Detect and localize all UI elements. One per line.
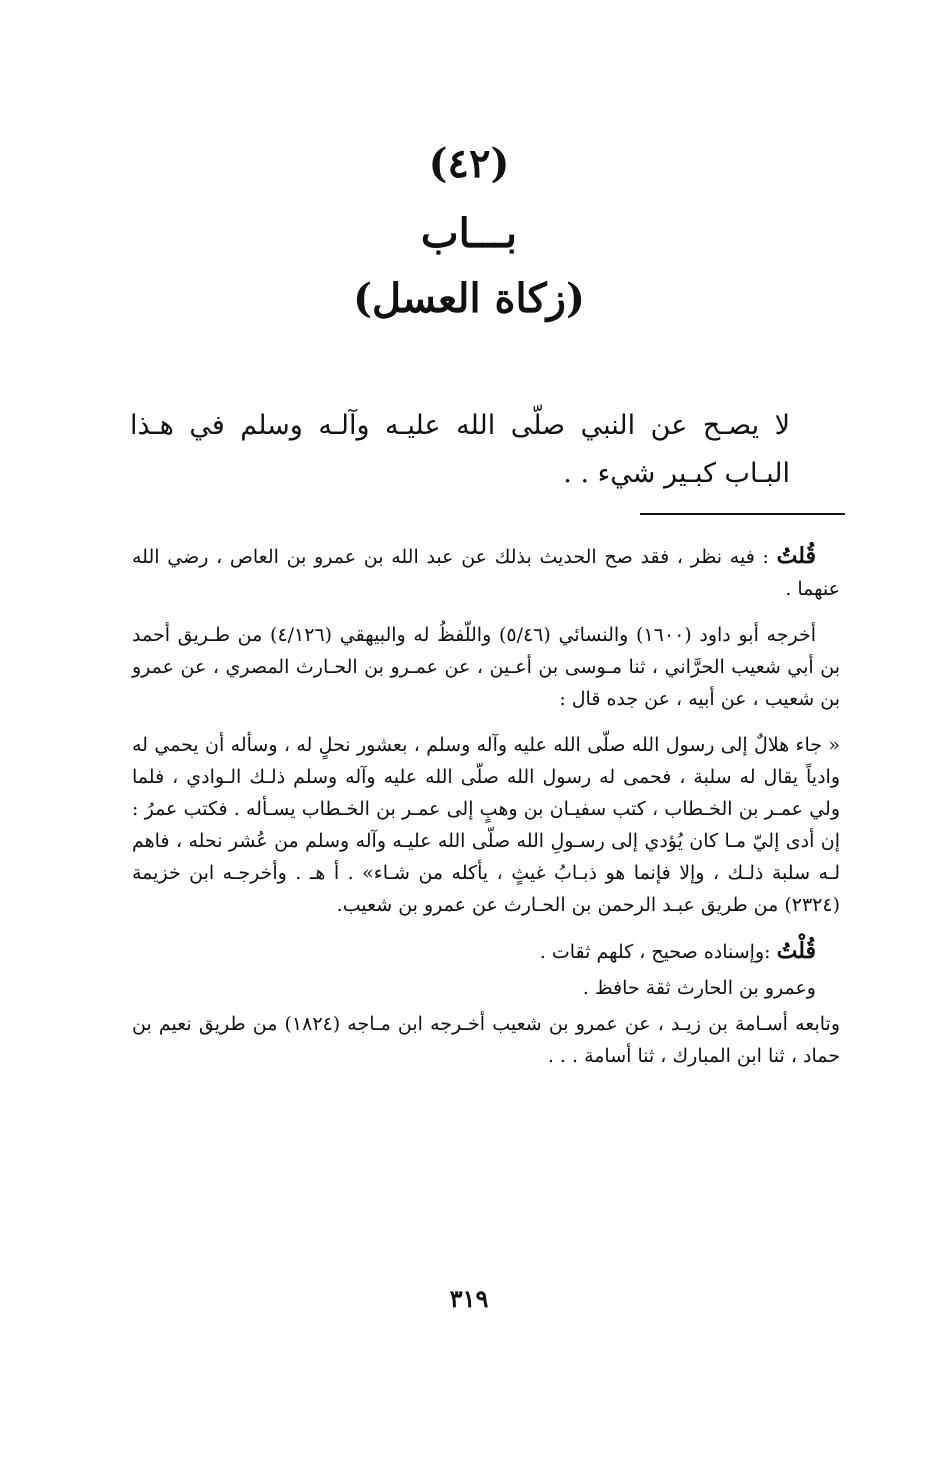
quoted-statement: لا يصـح عن النبي صلّى الله عليـه وآلـه وسلم في هـذا البـاب كبـير شيء . . xyxy=(130,410,790,489)
commentary-body xyxy=(132,540,840,1086)
source-paragraph: أخرجه أبو داود (١٦٠٠) والنسائي (٥/٤٦) واللّفظُ له والبيهقي (٤/١٢٦) من طـريق أحمد بن أبي شعيب الحرَّاني ، ثنا مـوسى بن أعـين ، عن عمـرو بن الحـارث المصري ، عن عمرو بن شعيب ، عن أبيه ، عن جده قال : xyxy=(132,624,840,710)
narrator-note: وعمرو بن الحارث ثقة حافظ . xyxy=(582,977,816,999)
chapter-title: (زكاة العسل) xyxy=(353,275,585,322)
chapter-heading: بـــاب xyxy=(420,210,518,257)
follow-up-paragraph: وتابعه أسـامة بن زيـد ، عن عمرو بن شعيب أخـرجه ابن مـاجه (١٨٢٤) من طريق نعيم بن حماد ، ثنا ابن المبارك ، ثنا أسامة . . . xyxy=(132,1013,840,1067)
opening-term: قُلتُ xyxy=(776,543,816,569)
second-remark xyxy=(132,935,840,968)
hadith-paragraph: « جاء هلالٌ إلى رسول الله صلّى الله عليه وآله وسلم ، بعشور نحلٍ له ، وسأله أن يحمي له وادياً يقال له سلبة ، فحمى له رسول الله صلّى الله عليه وآله وسلم ذلـك الـوادي ، فلما ولي عمـر بن الخـطاب ، كتب سفيـان بن وهبٍ إلى عمـر بن الخـطاب يسـأله . فكتب عمرُ : إن أدى إليّ مـا كان يُؤدي إلى رسـولِ الله صلّى الله عليـه وآله وسلم من عُشر نحله ، فاهم لـه سلبة ذلـك ، وإلا فإنما هو ذبـابُ غيثٍ ، يأكله من شـاء» . أ هـ . وأخرجـه ابن خزيمة (٢٣٢٤) من طريق عبـد الرحمن بن الحـارث عن عمرو بن شعيب. xyxy=(132,734,840,916)
second-term: قُلْتُ xyxy=(776,938,816,964)
second-text: :وإسناده صحيح ، كلهم ثقات . xyxy=(539,941,771,963)
page-number: ٣١٩ xyxy=(449,1284,489,1313)
opening-text: : فيه نظر ، فقد صح الحديث بذلك عن عبد الله بن عمرو بن العاص ، رضي الله عنهما . xyxy=(132,546,840,600)
chapter-number: (٤٢) xyxy=(428,140,510,187)
section-divider xyxy=(640,513,845,515)
opening-paragraph xyxy=(132,540,840,605)
